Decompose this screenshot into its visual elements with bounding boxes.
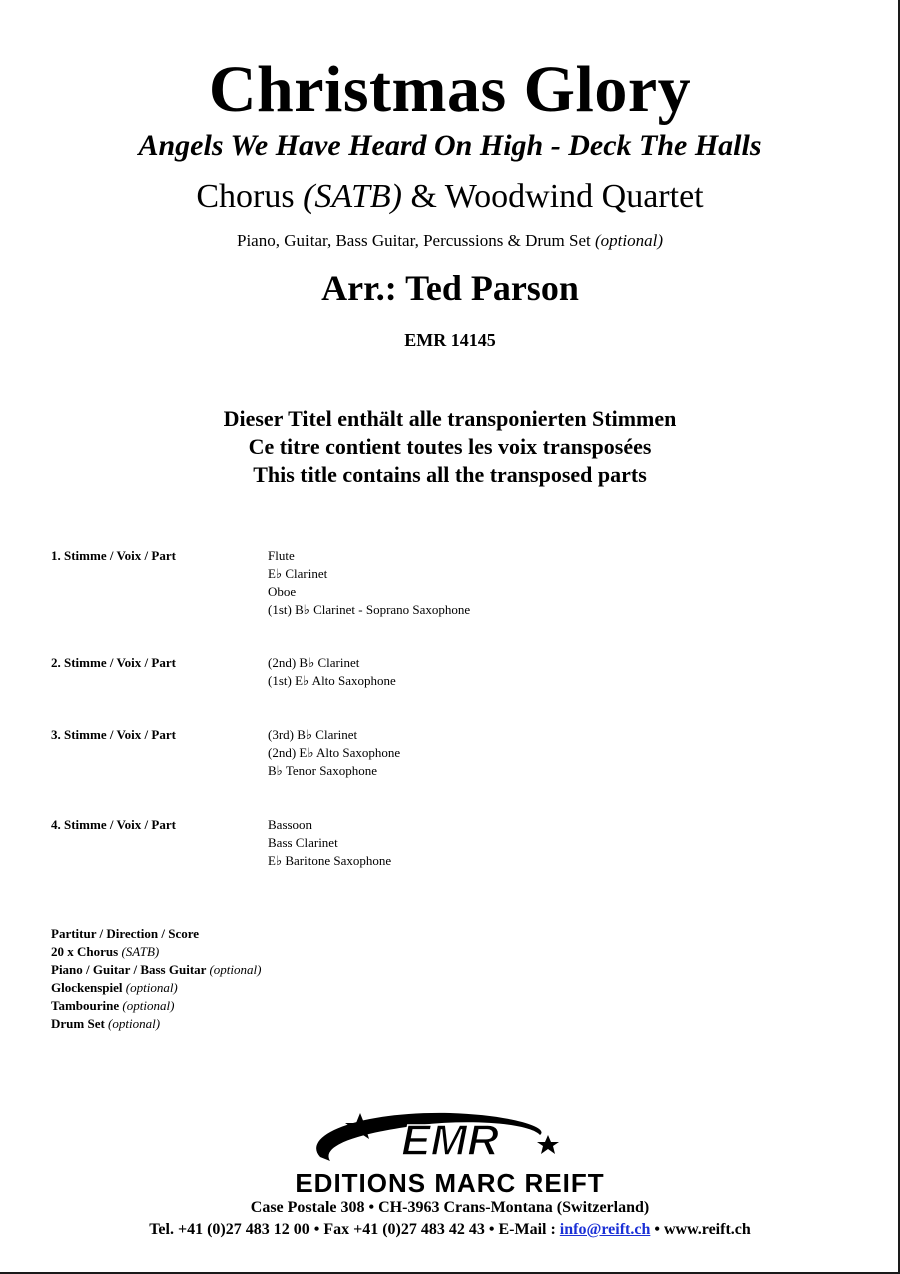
- star-icon: [537, 1135, 559, 1154]
- emr-logo: [300, 1105, 600, 1173]
- instrument-item: Bass Clarinet: [268, 835, 338, 850]
- notice-french: Ce titre contient toutes les voix transposées: [248, 434, 652, 459]
- part-3-instruments: [268, 726, 400, 780]
- email-link[interactable]: info@reift.ch: [559, 1221, 651, 1238]
- extra-item: [51, 997, 261, 1015]
- instrument-item: Oboe: [268, 584, 297, 599]
- extra-name: Tambourine: [51, 998, 123, 1013]
- score-title: Christmas Glory: [208, 53, 692, 126]
- arranger: Arr.: Ted Parson: [321, 268, 579, 308]
- notice-german: Dieser Titel enthält alle transponierten Stimmen: [223, 406, 677, 431]
- logo-letters: EMR: [401, 1116, 499, 1165]
- part-2-label: 2. Stimme / Voix / Part: [51, 655, 176, 670]
- instrument-item: B♭ Tenor Saxophone: [268, 763, 377, 778]
- instrument-item: (3rd) B♭ Clarinet: [268, 727, 358, 742]
- contact-suffix: • www.reift.ch: [650, 1221, 751, 1238]
- part-3-label: 3. Stimme / Voix / Part: [51, 727, 176, 742]
- score-subtitle: Angels We Have Heard On High - Deck The Halls: [138, 129, 762, 162]
- instrument-item: (1st) B♭ Clarinet - Soprano Saxophone: [268, 602, 471, 617]
- ensemble-line: [0, 176, 900, 218]
- optional-instruments-line: [0, 230, 900, 252]
- catalog-number: EMR 14145: [404, 330, 496, 350]
- extra-item: [51, 979, 261, 997]
- optional-instruments: Piano, Guitar, Bass Guitar, Percussions & Drum Set: [237, 231, 595, 250]
- extra-item: [51, 943, 261, 961]
- instrument-item: (2nd) E♭ Alto Saxophone: [268, 745, 401, 760]
- instrument-item: Flute: [268, 548, 295, 563]
- extra-note: (optional): [108, 1016, 161, 1031]
- instrument-item: Bassoon: [268, 817, 313, 832]
- contact-prefix: Tel. +41 (0)27 483 12 00 • Fax +41 (0)27 483 42 43 • E-Mail :: [149, 1221, 560, 1238]
- ensemble-suffix: & Woodwind Quartet: [401, 178, 704, 215]
- part-2-instruments: [268, 654, 396, 690]
- part-4-instruments: [268, 816, 391, 870]
- additional-parts-list: [51, 925, 261, 1033]
- optional-note: (optional): [594, 231, 663, 250]
- extra-note: (optional): [125, 980, 178, 995]
- extra-note: (SATB): [121, 944, 160, 959]
- instrument-item: (2nd) B♭ Clarinet: [268, 655, 360, 670]
- extra-name: 20 x Chorus: [51, 944, 122, 959]
- extra-name: Piano / Guitar / Bass Guitar: [51, 962, 210, 977]
- instrument-item: E♭ Baritone Saxophone: [268, 853, 392, 868]
- extra-note: (optional): [209, 962, 262, 977]
- extra-name: Glockenspiel: [51, 980, 126, 995]
- extra-name: Drum Set: [51, 1016, 109, 1031]
- publisher-address: Case Postale 308 • CH-3963 Crans-Montana (Switzerland): [250, 1199, 650, 1216]
- publisher-name: EDITIONS MARC REIFT: [295, 1168, 605, 1198]
- ensemble-voices: (SATB): [303, 178, 402, 215]
- part-1-label: 1. Stimme / Voix / Part: [51, 548, 176, 563]
- instrument-item: E♭ Clarinet: [268, 566, 328, 581]
- extra-item: [51, 1015, 261, 1033]
- instrument-item: (1st) E♭ Alto Saxophone: [268, 673, 396, 688]
- notice-english: This title contains all the transposed parts: [253, 462, 647, 487]
- ensemble-prefix: Chorus: [196, 178, 304, 215]
- publisher-contact: [0, 1220, 900, 1240]
- part-1-instruments: [268, 547, 470, 619]
- extra-item: [51, 925, 261, 943]
- extra-name: Partitur / Direction / Score: [51, 926, 200, 941]
- extra-note: (optional): [122, 998, 175, 1013]
- extra-item: [51, 961, 261, 979]
- part-4-label: 4. Stimme / Voix / Part: [51, 817, 176, 832]
